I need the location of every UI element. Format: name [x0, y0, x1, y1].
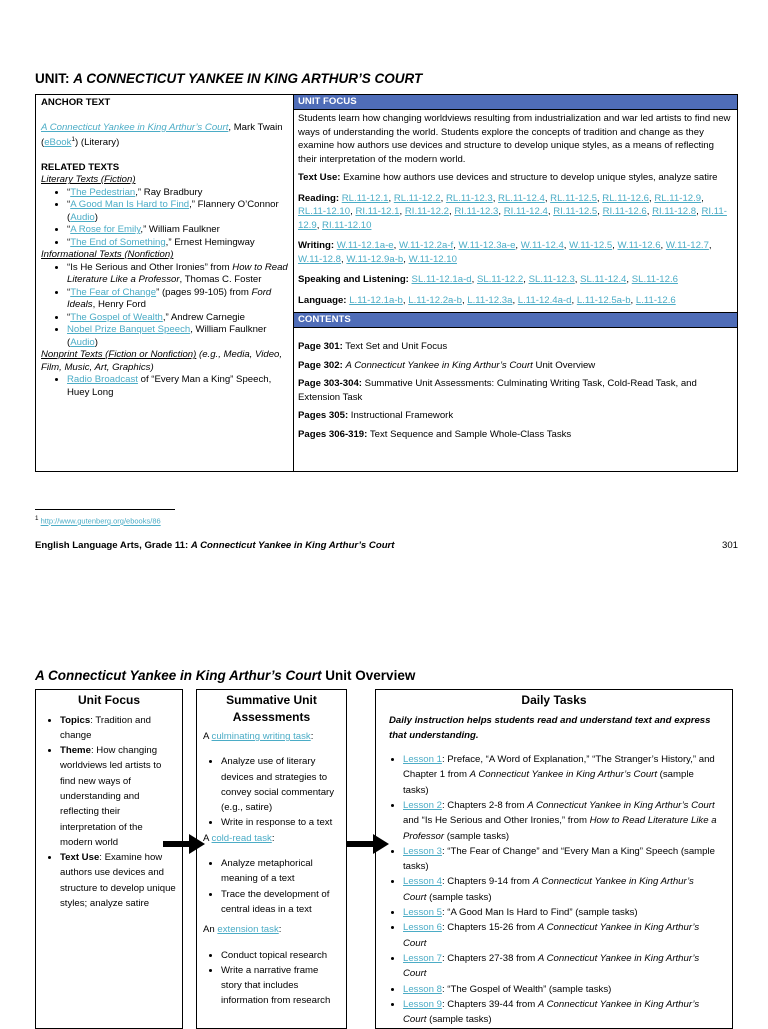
anchor-heading: ANCHOR TEXT — [41, 97, 111, 108]
extension-task-link[interactable]: extension task — [217, 924, 279, 936]
overview-title: A Connecticut Yankee in King Arthur’s Court Unit Overview — [35, 668, 416, 683]
text-link[interactable]: Radio Broadcast — [67, 374, 138, 386]
lesson-link[interactable]: Lesson 4 — [403, 876, 442, 888]
literary-list — [41, 187, 288, 250]
standard-link[interactable]: RL.11-12.1 — [341, 192, 389, 204]
standard-link[interactable]: W.11-12.4 — [520, 240, 564, 251]
lesson-item: • Lesson 7: Chapters 27-38 from A Connecticut Yankee in King Arthur’s Court — [403, 951, 719, 982]
unit-focus-body — [294, 110, 737, 309]
assessment-list — [203, 948, 340, 1009]
daily-intro: Daily instruction helps students read and understand text and express that understanding. — [389, 714, 711, 741]
list-item: • “The End of Something,” Ernest Hemingway — [67, 237, 288, 250]
lesson-item: • Lesson 8: “The Gospel of Wealth” (sample tasks) — [403, 982, 719, 997]
standard-link[interactable]: W.11-12.7 — [665, 240, 709, 251]
standard-link[interactable]: L.11-12.2a-b — [408, 294, 462, 306]
standard-link[interactable]: SL.11-12.6 — [631, 274, 678, 285]
audio-link[interactable]: Audio — [70, 336, 95, 348]
standard-link[interactable]: RI.11-12.9 — [298, 206, 727, 231]
list-item: • Topics: Tradition and change — [60, 713, 176, 744]
lesson-list — [389, 752, 719, 1027]
list-item: • Nobel Prize Banquet Speech, William Faulkner (Audio) — [67, 324, 288, 349]
standard-link[interactable]: RL.11-12.2 — [393, 192, 441, 204]
standard-link[interactable]: RI.11-12.6 — [602, 206, 647, 217]
contents-item: Pages 306-319: Text Sequence and Sample Whole-Class Tasks — [298, 428, 572, 440]
standard-link[interactable]: RI.11-12.3 — [454, 206, 499, 217]
informational-list — [41, 262, 288, 350]
standard-link[interactable]: L.11-12.3a — [467, 294, 513, 306]
anchor-author: , Mark Twain ( — [41, 121, 283, 149]
standard-link[interactable]: W.11-12.10 — [408, 253, 457, 265]
lesson-item: • Lesson 3: “The Fear of Change” and “Every Man a King” Speech (sample tasks) — [403, 844, 719, 875]
text-link[interactable]: The Gospel of Wealth — [70, 311, 163, 323]
texts-column — [36, 95, 294, 471]
list-item: • “The Gospel of Wealth,” Andrew Carnegie — [67, 312, 288, 325]
standard-link[interactable]: L.11-12.4a-d — [517, 294, 572, 306]
anchor-after: ) (Literary) — [75, 137, 120, 149]
standard-link[interactable]: W.11-12.2a-f — [398, 240, 454, 251]
list-item: • Text Use: Examine how authors use devices and structure to develop unique styles; analyze satire — [60, 850, 176, 911]
nonprint-list — [41, 374, 288, 399]
lesson-link[interactable]: Lesson 7 — [403, 952, 442, 964]
standard-link[interactable]: SL.11-12.2 — [476, 274, 524, 285]
standard-link[interactable]: RL.11-12.4 — [498, 192, 545, 204]
standard-link[interactable]: RI.11-12.8 — [652, 206, 697, 217]
text-set-table — [35, 94, 738, 472]
footnote: $^1$ http://www.gutenberg.org/ebooks/86 — [35, 515, 161, 526]
standards-speaking: Speaking and Listening: SL.11-12.1a-d, SL.11-12.2, SL.11-12.3, SL.11-12.4, SL.11-12.6 — [298, 274, 678, 285]
ebook-link[interactable]: eBook — [44, 137, 72, 149]
assessment-group: A culminating writing task: — [203, 731, 314, 742]
lesson-item: • Lesson 1: Preface, “A Word of Explanation,” “The Stranger’s History,” and Chapter 1 from A Connecticut Yankee in King Arthur’s Court (sample tasks) — [403, 752, 719, 798]
standard-link[interactable]: RI.11-12.1 — [355, 206, 400, 217]
standard-link[interactable]: W.11-12.8 — [298, 253, 342, 265]
text-link[interactable]: The End of Something — [70, 236, 166, 248]
lesson-link[interactable]: Lesson 3 — [403, 845, 442, 857]
informational-heading: Informational Texts (Nonfiction) — [41, 249, 174, 261]
footnote-link[interactable]: http://www.gutenberg.org/ebooks/86 — [40, 516, 161, 526]
standard-link[interactable]: L.11-12.5a-b — [576, 294, 631, 306]
unit-focus-box — [35, 689, 183, 1029]
standard-link[interactable]: RI.11-12.10 — [322, 219, 372, 231]
standard-link[interactable]: RL.11-12.3 — [445, 192, 493, 204]
footnote-mark: 1 — [71, 136, 76, 143]
lesson-item: • Lesson 4: Chapters 9-14 from A Connecticut Yankee in King Arthur’s Court (sample tasks) — [403, 874, 719, 905]
text-use: Text Use: Examine how authors use devices and structure to develop unique styles, analyze satire — [298, 172, 718, 183]
list-item: • “A Good Man Is Hard to Find,” Flannery O’Connor (Audio) — [67, 199, 288, 224]
unit-title — [35, 71, 422, 86]
standards-reading: Reading: RL.11-12.1, RL.11-12.2, RL.11-12.3, RL.11-12.4, RL.11-12.5, RL.11-12.6, RL.11-12.9, RL.11-12.10, RI.11-12.1, RI.11-12.2, RI.11-12.3, RI.11-12.4, RI.11-12.5, RI.11-12.6, RI.11-12.8, RI.11-12.9, RI.11-12.10 — [298, 192, 727, 231]
standard-link[interactable]: SL.11-12.3 — [528, 274, 575, 285]
list-item: • Trace the development of central ideas in a text — [221, 887, 340, 918]
page-footer: English Language Arts, Grade 11: A Connecticut Yankee in King Arthur’s Court — [35, 540, 395, 551]
nonprint-heading: Nonprint Texts (Fiction or Nonfiction) (e.g., Media, Video, Film, Music, Art, Graphics) — [41, 349, 283, 373]
text-link[interactable]: A Good Man Is Hard to Find — [70, 199, 190, 211]
text-link[interactable]: Nobel Prize Banquet Speech — [67, 324, 191, 336]
list-item: • “A Rose for Emily,” William Faulkner — [67, 224, 288, 237]
page-number: 301 — [721, 540, 738, 551]
list-item: • Analyze use of literary devices and strategies to convey social commentary (e.g., satire) — [221, 754, 340, 815]
assessment-group: An extension task: — [203, 924, 282, 936]
list-item: • Analyze metaphorical meaning of a text — [221, 856, 340, 887]
unit-focus-box-heading: Unit Focus — [78, 693, 140, 707]
lesson-item: • Lesson 2: Chapters 2-8 from A Connecticut Yankee in King Arthur’s Court and “Is He Serious and Other Ironies,” from How to Read Literature Like a Professor (sample tasks) — [403, 798, 719, 844]
daily-tasks-heading: Daily Tasks — [521, 693, 587, 707]
standard-link[interactable]: RI.11-12.2 — [404, 206, 449, 217]
contents-body — [294, 328, 737, 448]
standard-link[interactable]: RL.11-12.6 — [602, 192, 650, 204]
standard-link[interactable]: RL.11-12.10 — [298, 206, 351, 217]
unit-focus-header: UNIT FOCUS — [294, 95, 737, 110]
list-item: • Write a narrative frame story that includes information from research — [221, 963, 340, 1009]
standard-link[interactable]: RL.11-12.5 — [550, 192, 597, 204]
list-item: • Write in response to a text — [221, 815, 340, 830]
assessments-box — [196, 689, 347, 1029]
assessment-list — [203, 856, 340, 917]
lesson-item: • Lesson 9: Chapters 39-44 from A Connecticut Yankee in King Arthur’s Court (sample tasks) — [403, 997, 719, 1028]
focus-list — [42, 713, 176, 912]
standard-link[interactable]: RL.11-12.9 — [654, 192, 702, 204]
related-heading: RELATED TEXTS — [41, 161, 120, 173]
standard-link[interactable]: RI.11-12.5 — [553, 206, 598, 217]
assessments-heading: Summative Unit Assessments — [226, 693, 317, 724]
standard-link[interactable]: SL.11-12.4 — [580, 274, 627, 285]
standard-link[interactable]: W.11-12.5 — [569, 240, 613, 251]
anchor-text — [41, 122, 288, 150]
standard-link[interactable]: W.11-12.1a-e — [336, 240, 394, 251]
list-item: • “The Fear of Change” (pages 99-105) from Ford Ideals, Henry Ford — [67, 287, 288, 312]
contents-item: Page 302: A Connecticut Yankee in King Arthur’s Court Unit Overview — [298, 359, 596, 371]
contents-item: Page 301: Text Set and Unit Focus — [298, 341, 448, 352]
focus-column — [294, 95, 737, 471]
list-item: • Radio Broadcast of “Every Man a King” Speech, Huey Long — [67, 374, 288, 399]
list-item: • Conduct topical research — [221, 948, 340, 963]
lesson-link[interactable]: Lesson 2 — [403, 799, 442, 811]
lesson-link[interactable]: Lesson 1 — [403, 754, 442, 766]
unit-label: UNIT: — [35, 71, 74, 86]
lesson-link[interactable]: Lesson 8 — [403, 983, 442, 995]
standard-link[interactable]: RI.11-12.4 — [503, 206, 548, 217]
standards-language: Language: L.11-12.1a-b, L.11-12.2a-b, L.11-12.3a, L.11-12.4a-d, L.11-12.5a-b, L.11-12.6 — [298, 294, 676, 306]
list-item: • “The Pedestrian,” Ray Bradbury — [67, 187, 288, 200]
footnote-divider — [35, 509, 175, 510]
literary-heading: Literary Texts (Fiction) — [41, 174, 136, 186]
standard-link[interactable]: W.11-12.6 — [617, 240, 661, 251]
assessment-group: A cold-read task: — [203, 832, 275, 844]
lesson-link[interactable]: Lesson 6 — [403, 922, 442, 934]
cold-read-task-link[interactable]: cold-read task — [211, 832, 272, 844]
assessment-list — [203, 754, 340, 830]
daily-tasks-box — [375, 689, 733, 1029]
lesson-link[interactable]: Lesson 9 — [403, 998, 442, 1010]
text-link[interactable]: A Rose for Emily — [70, 224, 141, 236]
text-link[interactable]: The Fear of Change — [70, 286, 157, 298]
audio-link[interactable]: Audio — [70, 211, 95, 223]
contents-header: CONTENTS — [294, 312, 737, 328]
text-link[interactable]: The Pedestrian — [70, 186, 136, 198]
lesson-item: • Lesson 5: “A Good Man Is Hard to Find” (sample tasks) — [403, 905, 719, 920]
list-item: • “Is He Serious and Other Ironies” from How to Read Literature Like a Professor, Thomas C. Foster — [67, 262, 288, 287]
standards-writing: Writing: W.11-12.1a-e, W.11-12.2a-f, W.11-12.3a-e, W.11-12.4, W.11-12.5, W.11-12.6, W.11-12.7, W.11-12.8, W.11-12.9a-b, W.11-12.10 — [298, 240, 712, 265]
unit-title-text: A CONNECTICUT YANKEE IN KING ARTHUR’S COURT — [73, 71, 423, 86]
standard-link[interactable]: W.11-12.3a-e — [458, 240, 516, 251]
contents-item: Page 303-304: Summative Unit Assessments: Culminating Writing Task, Cold-Read Task, and Extension Task — [298, 378, 697, 403]
standard-link[interactable]: W.11-12.9a-b — [346, 253, 404, 265]
lesson-item: • Lesson 6: Chapters 15-26 from A Connecticut Yankee in King Arthur’s Court — [403, 920, 719, 951]
lesson-link[interactable]: Lesson 5 — [403, 907, 442, 919]
standard-link[interactable]: L.11-12.1a-b — [349, 294, 403, 306]
standard-link[interactable]: L.11-12.6 — [635, 294, 676, 306]
list-item: • Theme: How changing worldviews led artists to find new ways of understanding and reflecting their interpretation of the modern world — [60, 743, 176, 850]
unit-focus-description: Students learn how changing worldviews resulting from industrialization and war led artists to find new ways of understanding the world. Students explore the concepts of tradition and change as they examine how authors use devices and structure to develop unique styles, as a means of reflecting their interpretation of the modern world. — [298, 113, 731, 165]
culminating-writing-task-link[interactable]: culminating writing task — [211, 731, 311, 742]
contents-item: Pages 305: Instructional Framework — [298, 410, 454, 421]
standard-link[interactable]: SL.11-12.1a-d — [411, 274, 472, 285]
anchor-title-link[interactable]: A Connecticut Yankee in King Arthur’s Court — [41, 121, 229, 133]
